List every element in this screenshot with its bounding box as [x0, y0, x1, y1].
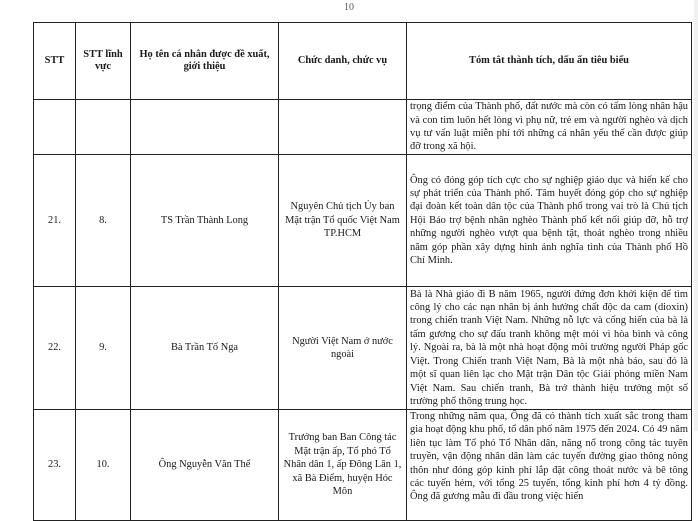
table-row-continuation [34, 100, 692, 155]
table-header-row [34, 23, 692, 100]
cell-empty [131, 100, 279, 155]
name-cell: TS Trần Thành Long [131, 155, 279, 287]
header-name: Họ tên cá nhân được đề xuất, giới thiệu [131, 23, 279, 100]
nominee-table [33, 22, 692, 521]
summary-cell: Bà là Nhà giáo đi B năm 1965, người đứng đơn khởi kiện để tìm công lý cho các nạn nhân bị ảnh hưởng chất độc da cam (dioxin) trong chiến tranh Việt Nam. Những nỗ lực và cống hiến của bà là tấm gương cho sự đấu tranh không mệt mỏi vì hòa bình và công lý. Ngoài ra, bà là một nhà hoạt động môi trường người Pháp gốc Việt. Trong Chiến tranh Việt Nam, Bà là một nhà báo, sau đó là một sĩ quan liên lạc cho Mặt trận Dân tộc Giải phóng miền Nam Việt Nam. Sau chiến tranh, Bà trở thành hiệu trưởng một số trường phổ thông trung học. [407, 287, 692, 410]
header-field-stt: STT lĩnh vực [76, 23, 131, 100]
field-stt-cell: 9. [76, 287, 131, 410]
table-row [34, 155, 692, 287]
table-row [34, 287, 692, 410]
cell-empty [76, 100, 131, 155]
name-cell: Bà Trần Tố Nga [131, 287, 279, 410]
field-stt-cell: 10. [76, 410, 131, 521]
header-summary: Tóm tắt thành tích, dấu ấn tiêu biểu [407, 23, 692, 100]
stt-cell: 23. [34, 410, 76, 521]
page-edge [694, 0, 698, 431]
field-stt-cell: 8. [76, 155, 131, 287]
stt-cell: 21. [34, 155, 76, 287]
header-stt: STT [34, 23, 76, 100]
page-number: 10 [344, 2, 354, 13]
name-cell: Ông Nguyễn Văn Thể [131, 410, 279, 521]
position-cell: Trưởng ban Ban Công tác Mặt trận ấp, Tổ phó Tổ Nhân dân 1, ấp Đông Lân 1, xã Bà Điểm, huyện Hóc Môn [279, 410, 407, 521]
position-cell: Người Việt Nam ở nước ngoài [279, 287, 407, 410]
summary-cell: Trong những năm qua, Ông đã có thành tích xuất sắc trong tham gia hoạt động khu phố, tổ dân phố năm 1975 đến 2024. Có 49 năm liên tục làm Tổ phó Tổ Nhân dân, năng nổ trong công tác tuyên truyền, vận động nhân dân làm các tuyến đường giao thông nông thôn như đóng góp kinh phí lắp đặt công thoát nước và bê tông các tuyến hẻm, với tổng 25 tuyến, tổng kinh phí hơn 4 tỷ đồng. Ông đã gương mẫu đi đầu trong việc hiến [407, 410, 692, 521]
table-row [34, 410, 692, 521]
cell-empty [34, 100, 76, 155]
position-cell: Nguyên Chủ tịch Ủy ban Mặt trận Tổ quốc Việt Nam TP.HCM [279, 155, 407, 287]
cell-empty [279, 100, 407, 155]
header-position: Chức danh, chức vụ [279, 23, 407, 100]
stt-cell: 22. [34, 287, 76, 410]
summary-cell: Ông có đóng góp tích cực cho sự nghiệp giáo dục và hiến kế cho sự phát triển của Thành phố. Tâm huyết đóng góp cho sự nghiệp đại đoàn kết toàn dân tộc của Thành phố trong vai trò là Chủ tịch Hội Bảo trợ bệnh nhân nghèo Thành phố kết nối giúp đỡ, hỗ trợ những người nghèo vượt qua bệnh tật, thoát nghèo trong nhiều năm góp phần xây dựng hình ảnh nghĩa tình của Thành phố Hồ Chí Minh. [407, 155, 692, 287]
summary-cell: trọng điểm của Thành phố, đất nước mà còn có tấm lòng nhân hậu và con tim luôn hết lòng vì phụ nữ, trẻ em và người nghèo và dịch vụ tư vấn luật miễn phí tới những cá nhân yếu thế cần được giúp đỡ trong xã hội. [407, 100, 692, 155]
